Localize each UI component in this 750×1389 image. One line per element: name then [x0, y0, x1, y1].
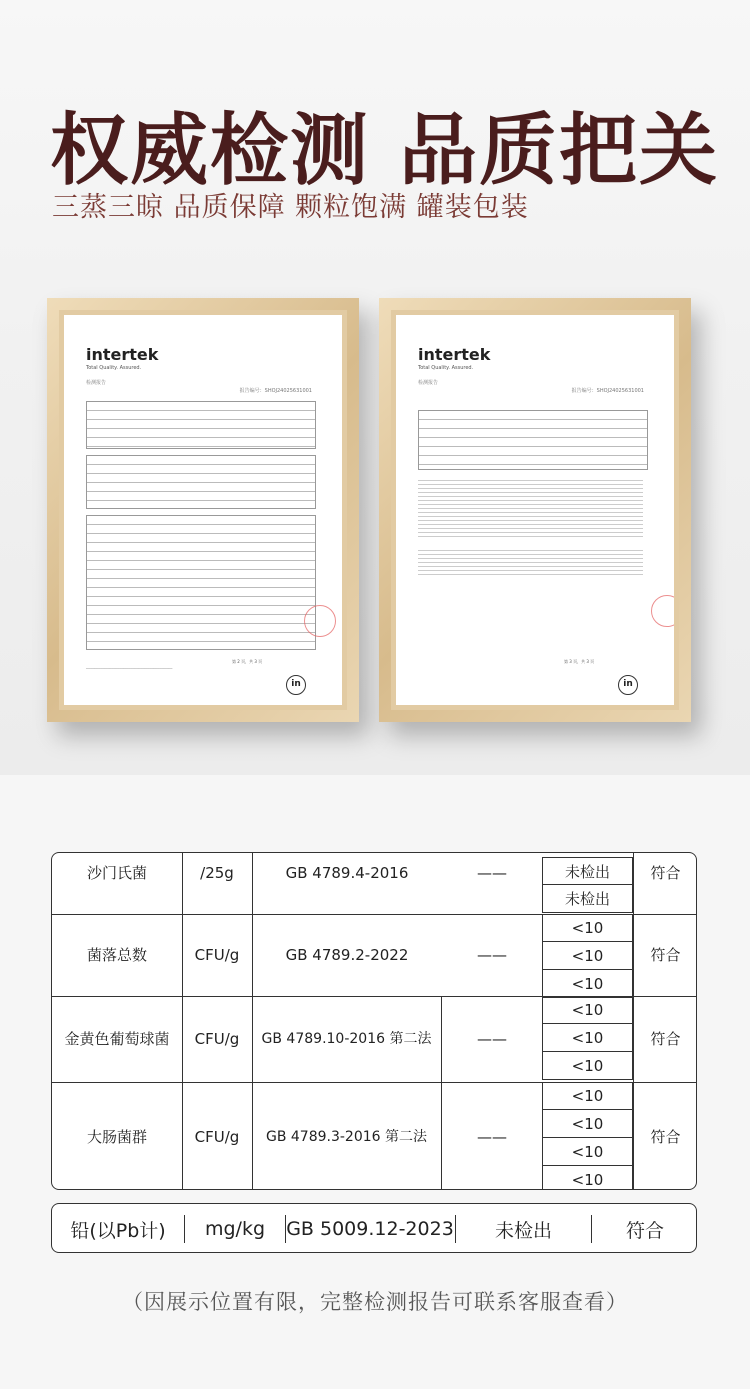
report-micro-table — [86, 515, 316, 650]
result-cell: <10 — [543, 970, 632, 998]
report-physchem-table — [86, 455, 316, 509]
result-cell: <10 — [543, 1082, 632, 1110]
item-unit: CFU/g — [194, 946, 240, 964]
report-coliform-table — [418, 410, 648, 470]
certificate-paper — [64, 315, 342, 705]
result-cell: 未检出 — [543, 857, 632, 885]
lead-test-row — [51, 1203, 697, 1253]
certificate-frame-1 — [47, 298, 359, 722]
result-cells — [542, 857, 633, 913]
intertek-badge-icon: in — [286, 675, 306, 695]
result-cells — [542, 1082, 633, 1190]
page-number: 第 2 页，共 3 页 — [232, 659, 263, 664]
item-unit: CFU/g — [194, 1127, 240, 1146]
item-method: GB 4789.10-2016 第二法 — [261, 1031, 432, 1047]
result-cell: <10 — [543, 996, 632, 1024]
logo-tagline: Total Quality. Assured. — [418, 365, 474, 371]
item-requirement: —— — [477, 1127, 507, 1146]
page-number: 第 3 页，共 3 页 — [564, 659, 595, 664]
report-label: 检测报告 — [418, 380, 439, 386]
item-verdict: 符合 — [650, 946, 681, 964]
report-disclaimer-text — [418, 547, 643, 577]
lead-item: 铅(以Pb计) — [70, 1219, 166, 1242]
intertek-logo: intertek — [86, 345, 159, 364]
test-results-table — [51, 852, 697, 1190]
result-cell: <10 — [543, 1052, 632, 1080]
result-cell: 未检出 — [543, 885, 632, 913]
report-number: 报告编号：SHOJ24025631001 — [571, 388, 644, 394]
report-footer: ───────────────────────────────────────── — [86, 667, 173, 671]
result-cells — [542, 996, 633, 1080]
footnote: （因展示位置有限，完整检测报告可联系客服查看） — [122, 1290, 628, 1314]
item-name: 沙门氏菌 — [86, 863, 147, 882]
result-cell: <10 — [543, 1024, 632, 1052]
item-method: GB 4789.2-2022 — [285, 946, 409, 964]
report-label: 检测报告 — [86, 380, 107, 386]
item-verdict: 符合 — [650, 863, 681, 882]
certificate-frame-2 — [379, 298, 691, 722]
report-number: 报告编号：SHOJ24025631001 — [239, 388, 312, 394]
result-cell: <10 — [543, 1110, 632, 1138]
item-requirement: —— — [477, 1030, 507, 1048]
page-title: 权威检测 品质把关 — [50, 106, 720, 196]
logo-tagline: Total Quality. Assured. — [86, 365, 142, 371]
item-verdict: 符合 — [650, 1030, 681, 1048]
seal-stamp — [651, 595, 674, 627]
lead-unit: mg/kg — [204, 1218, 266, 1240]
item-name: 大肠菌群 — [86, 1127, 147, 1146]
item-requirement: —— — [477, 863, 507, 882]
intertek-logo: intertek — [418, 345, 491, 364]
result-cells — [542, 914, 633, 998]
report-info-table — [86, 401, 316, 449]
item-name: 菌落总数 — [86, 946, 147, 964]
item-verdict: 符合 — [650, 1127, 681, 1146]
item-unit: /25g — [200, 863, 234, 882]
lead-verdict: 符合 — [625, 1219, 664, 1242]
item-unit: CFU/g — [194, 1030, 240, 1048]
result-cell: <10 — [543, 942, 632, 970]
page-subtitle: 三蒸三晾 品质保障 颗粒饱满 罐装包装 — [52, 192, 529, 223]
lead-method: GB 5009.12-2023 — [286, 1218, 454, 1240]
report-notes-text — [418, 477, 643, 537]
result-cell: <10 — [571, 1171, 604, 1189]
seal-stamp — [304, 605, 336, 637]
item-method: GB 4789.4-2016 — [285, 863, 409, 882]
item-requirement: —— — [477, 946, 507, 964]
result-cell: <10 — [543, 1138, 632, 1166]
certificate-paper — [396, 315, 674, 705]
item-method: GB 4789.3-2016 第二法 — [265, 1128, 428, 1145]
item-name: 金黄色葡萄球菌 — [64, 1030, 170, 1048]
result-cell: <10 — [543, 914, 632, 942]
intertek-badge-icon: in — [618, 675, 638, 695]
lead-result: 未检出 — [494, 1219, 552, 1242]
